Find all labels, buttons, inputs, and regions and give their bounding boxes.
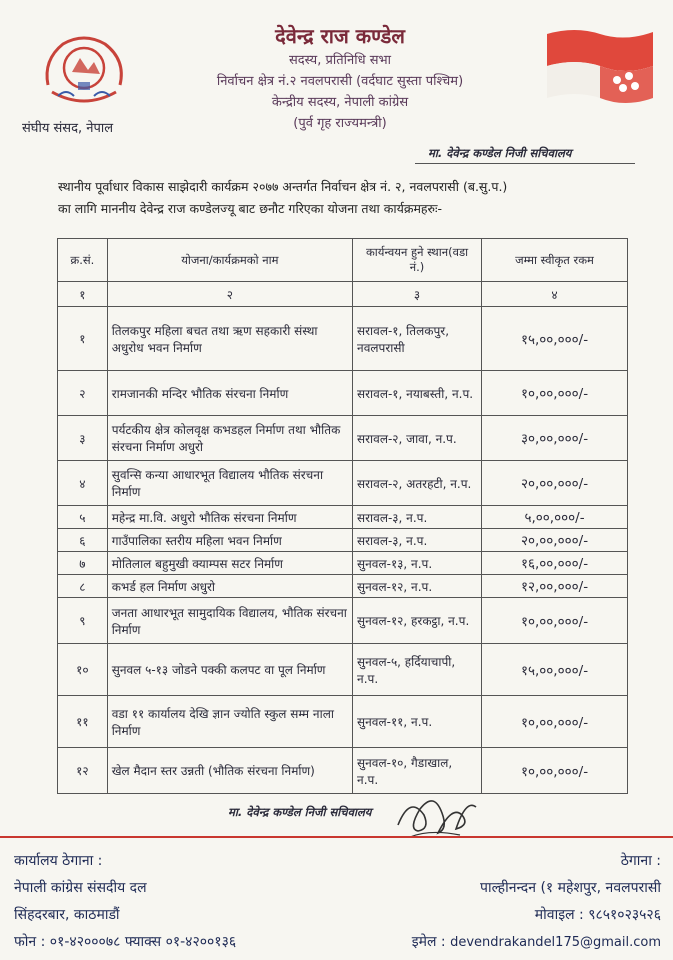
row-location: सुनवल-१२, हरकट्ठा, न.प. — [353, 598, 482, 644]
office-address-label: कार्यालय ठेगाना : — [14, 853, 103, 869]
header-amount: जम्मा स्वीकृत रकम — [482, 239, 628, 282]
row-sn: ११ — [58, 696, 108, 748]
footer-divider — [0, 836, 673, 838]
row-location: सरावल-३, न.प. — [353, 506, 482, 529]
row-amount: २०,००,०००/- — [482, 529, 628, 552]
table-row — [58, 461, 628, 506]
intro-line-1: स्थानीय पूर्वाधार विकास साझेदारी कार्यक्रम २०७७ अन्तर्गत निर्वाचन क्षेत्र नं. २, नवलपरासी (ब.सु.प.) — [58, 179, 508, 194]
row-amount: १०,००,०००/- — [482, 748, 628, 794]
table-row — [58, 598, 628, 644]
header-divider — [415, 163, 635, 164]
row-location: सरावल-२, जावा, न.प. — [353, 416, 482, 461]
table-row — [58, 416, 628, 461]
row-project-name: जनता आधारभूत सामुदायिक विद्यालय, भौतिक संरचना निर्माण — [107, 598, 352, 644]
party-position: केन्द्रीय सदस्य, नेपाली कांग्रेस — [271, 95, 409, 110]
index-cell: ३ — [353, 282, 482, 307]
intro-line-2: का लागि माननीय देवेन्द्र राज कण्डेलज्यू बाट छनौट गरिएका योजना तथा कार्यक्रमहरुः- — [58, 201, 443, 216]
table-row — [58, 552, 628, 575]
row-location: सुनवल-१३, न.प. — [353, 552, 482, 575]
row-project-name: मोतिलाल बहुमुखी क्याम्पस सटर निर्माण — [107, 552, 352, 575]
header-location: कार्यन्वयन हुने स्थान(वडा नं.) — [353, 239, 482, 282]
row-project-name: पर्यटकीय क्षेत्र कोलवृक्ष कभडहल निर्माण तथा भौतिक संरचना निर्माण अधुरो — [107, 416, 352, 461]
row-location: सुनवल-११, न.प. — [353, 696, 482, 748]
row-amount: १५,००,०००/- — [482, 644, 628, 696]
secretariat-stamp-top: मा. देवेन्द्र कण्डेल निजी सचिवालय — [428, 146, 572, 160]
table-row — [58, 748, 628, 794]
row-sn: ३ — [58, 416, 108, 461]
row-location: सुनवल-५, हर्दियाचापी, न.प. — [353, 644, 482, 696]
party-flag-icon — [545, 26, 655, 104]
row-sn: ५ — [58, 506, 108, 529]
header-sn: क्र.सं. — [58, 239, 108, 282]
member-title: सदस्य, प्रतिनिधि सभा — [288, 53, 392, 68]
office-line-2: सिंहदरबार, काठमाडौं — [14, 907, 120, 923]
office-line-1: नेपाली कांग्रेस संसदीय दल — [14, 880, 147, 896]
emblem-caption: संघीय संसद, नेपाल — [22, 121, 114, 136]
row-amount: १०,००,०००/- — [482, 371, 628, 416]
row-amount: १०,००,०००/- — [482, 696, 628, 748]
row-amount: १५,००,०००/- — [482, 307, 628, 371]
header-project-name: योजना/कार्यक्रमको नाम — [107, 239, 352, 282]
row-location: सरावल-१, तिलकपुर, नवलपरासी — [353, 307, 482, 371]
row-sn: ९ — [58, 598, 108, 644]
mobile-label: मोवाइल : — [534, 907, 584, 923]
email-address[interactable]: devendrakandel175@gmail.com — [450, 935, 661, 950]
table-header-row — [58, 239, 628, 282]
row-project-name: तिलकपुर महिला बचत तथा ऋण सहकारी संस्था अधुरोध भवन निर्माण — [107, 307, 352, 371]
row-location: सुनवल-१०, गैडाखाल, न.प. — [353, 748, 482, 794]
letterhead — [160, 22, 520, 134]
row-sn: १ — [58, 307, 108, 371]
row-location: सरावल-३, न.प. — [353, 529, 482, 552]
row-location: सुनवल-१२, न.प. — [353, 575, 482, 598]
table-index-row — [58, 282, 628, 307]
row-amount: ३०,००,०००/- — [482, 416, 628, 461]
row-sn: ७ — [58, 552, 108, 575]
row-sn: १२ — [58, 748, 108, 794]
mobile-line — [412, 902, 661, 929]
row-project-name: गाउँपालिका स्तरीय महिला भवन निर्माण — [107, 529, 352, 552]
index-cell: १ — [58, 282, 108, 307]
email-label: इमेल : — [411, 934, 446, 950]
member-name: देवेन्द्र राज कण्डेल — [275, 24, 405, 48]
row-sn: ४ — [58, 461, 108, 506]
projects-table — [57, 238, 628, 794]
parliament-emblem-icon — [38, 30, 130, 112]
mobile-number: ९८५१०२३५२६ — [588, 907, 661, 923]
footer-home-address — [412, 848, 661, 956]
row-sn: २ — [58, 371, 108, 416]
intro-paragraph — [58, 176, 648, 220]
table-row — [58, 696, 628, 748]
row-amount: १०,००,०००/- — [482, 598, 628, 644]
table-row — [58, 307, 628, 371]
office-phone: फोन : ०१-४२०००७८ फ्याक्स ०१-४२००१३६ — [14, 934, 237, 950]
row-project-name: महेन्द्र मा.वि. अधुरो भौतिक संरचना निर्माण — [107, 506, 352, 529]
row-project-name: सुनवल ५-१३ जोडने पक्की कलपट वा पूल निर्माण — [107, 644, 352, 696]
row-amount: १६,००,०००/- — [482, 552, 628, 575]
constituency: निर्वाचन क्षेत्र नं.२ नवलपरासी (वर्दघाट सुस्ता पश्चिम) — [216, 74, 464, 89]
home-address-label: ठेगाना : — [620, 853, 661, 869]
row-amount: २०,००,०००/- — [482, 461, 628, 506]
table-row — [58, 371, 628, 416]
home-address-line: पाल्हीनन्दन (१ महेशपुर, नवलपरासी — [480, 880, 661, 896]
row-amount: ५,००,०००/- — [482, 506, 628, 529]
row-sn: ६ — [58, 529, 108, 552]
row-sn: १० — [58, 644, 108, 696]
table-row — [58, 529, 628, 552]
table-row — [58, 644, 628, 696]
row-location: सरावल-१, नयाबस्ती, न.प. — [353, 371, 482, 416]
row-project-name: खेल मैदान स्तर उन्नती (भौतिक संरचना निर्माण) — [107, 748, 352, 794]
row-project-name: रामजानकी मन्दिर भौतिक संरचना निर्माण — [107, 371, 352, 416]
index-cell: २ — [107, 282, 352, 307]
row-location: सरावल-२, अतरहटी, न.प. — [353, 461, 482, 506]
footer-office-address — [14, 848, 236, 956]
table-row — [58, 506, 628, 529]
row-project-name: वडा ११ कार्यालय देखि ज्ञान ज्योति स्कुल सम्म नाला निर्माण — [107, 696, 352, 748]
email-line — [412, 929, 661, 956]
former-position: (पुर्व गृह राज्यमन्त्री) — [293, 116, 387, 131]
signature-icon — [390, 785, 480, 843]
row-sn: ८ — [58, 575, 108, 598]
secretariat-stamp-bottom: मा. देवेन्द्र कण्डेल निजी सचिवालय — [228, 805, 372, 819]
row-project-name: कभर्ड हल निर्माण अधुरो — [107, 575, 352, 598]
table-row — [58, 575, 628, 598]
index-cell: ४ — [482, 282, 628, 307]
row-project-name: सुवन्सि कन्या आधारभूत विद्यालय भौतिक संरचना निर्माण — [107, 461, 352, 506]
row-amount: १२,००,०००/- — [482, 575, 628, 598]
